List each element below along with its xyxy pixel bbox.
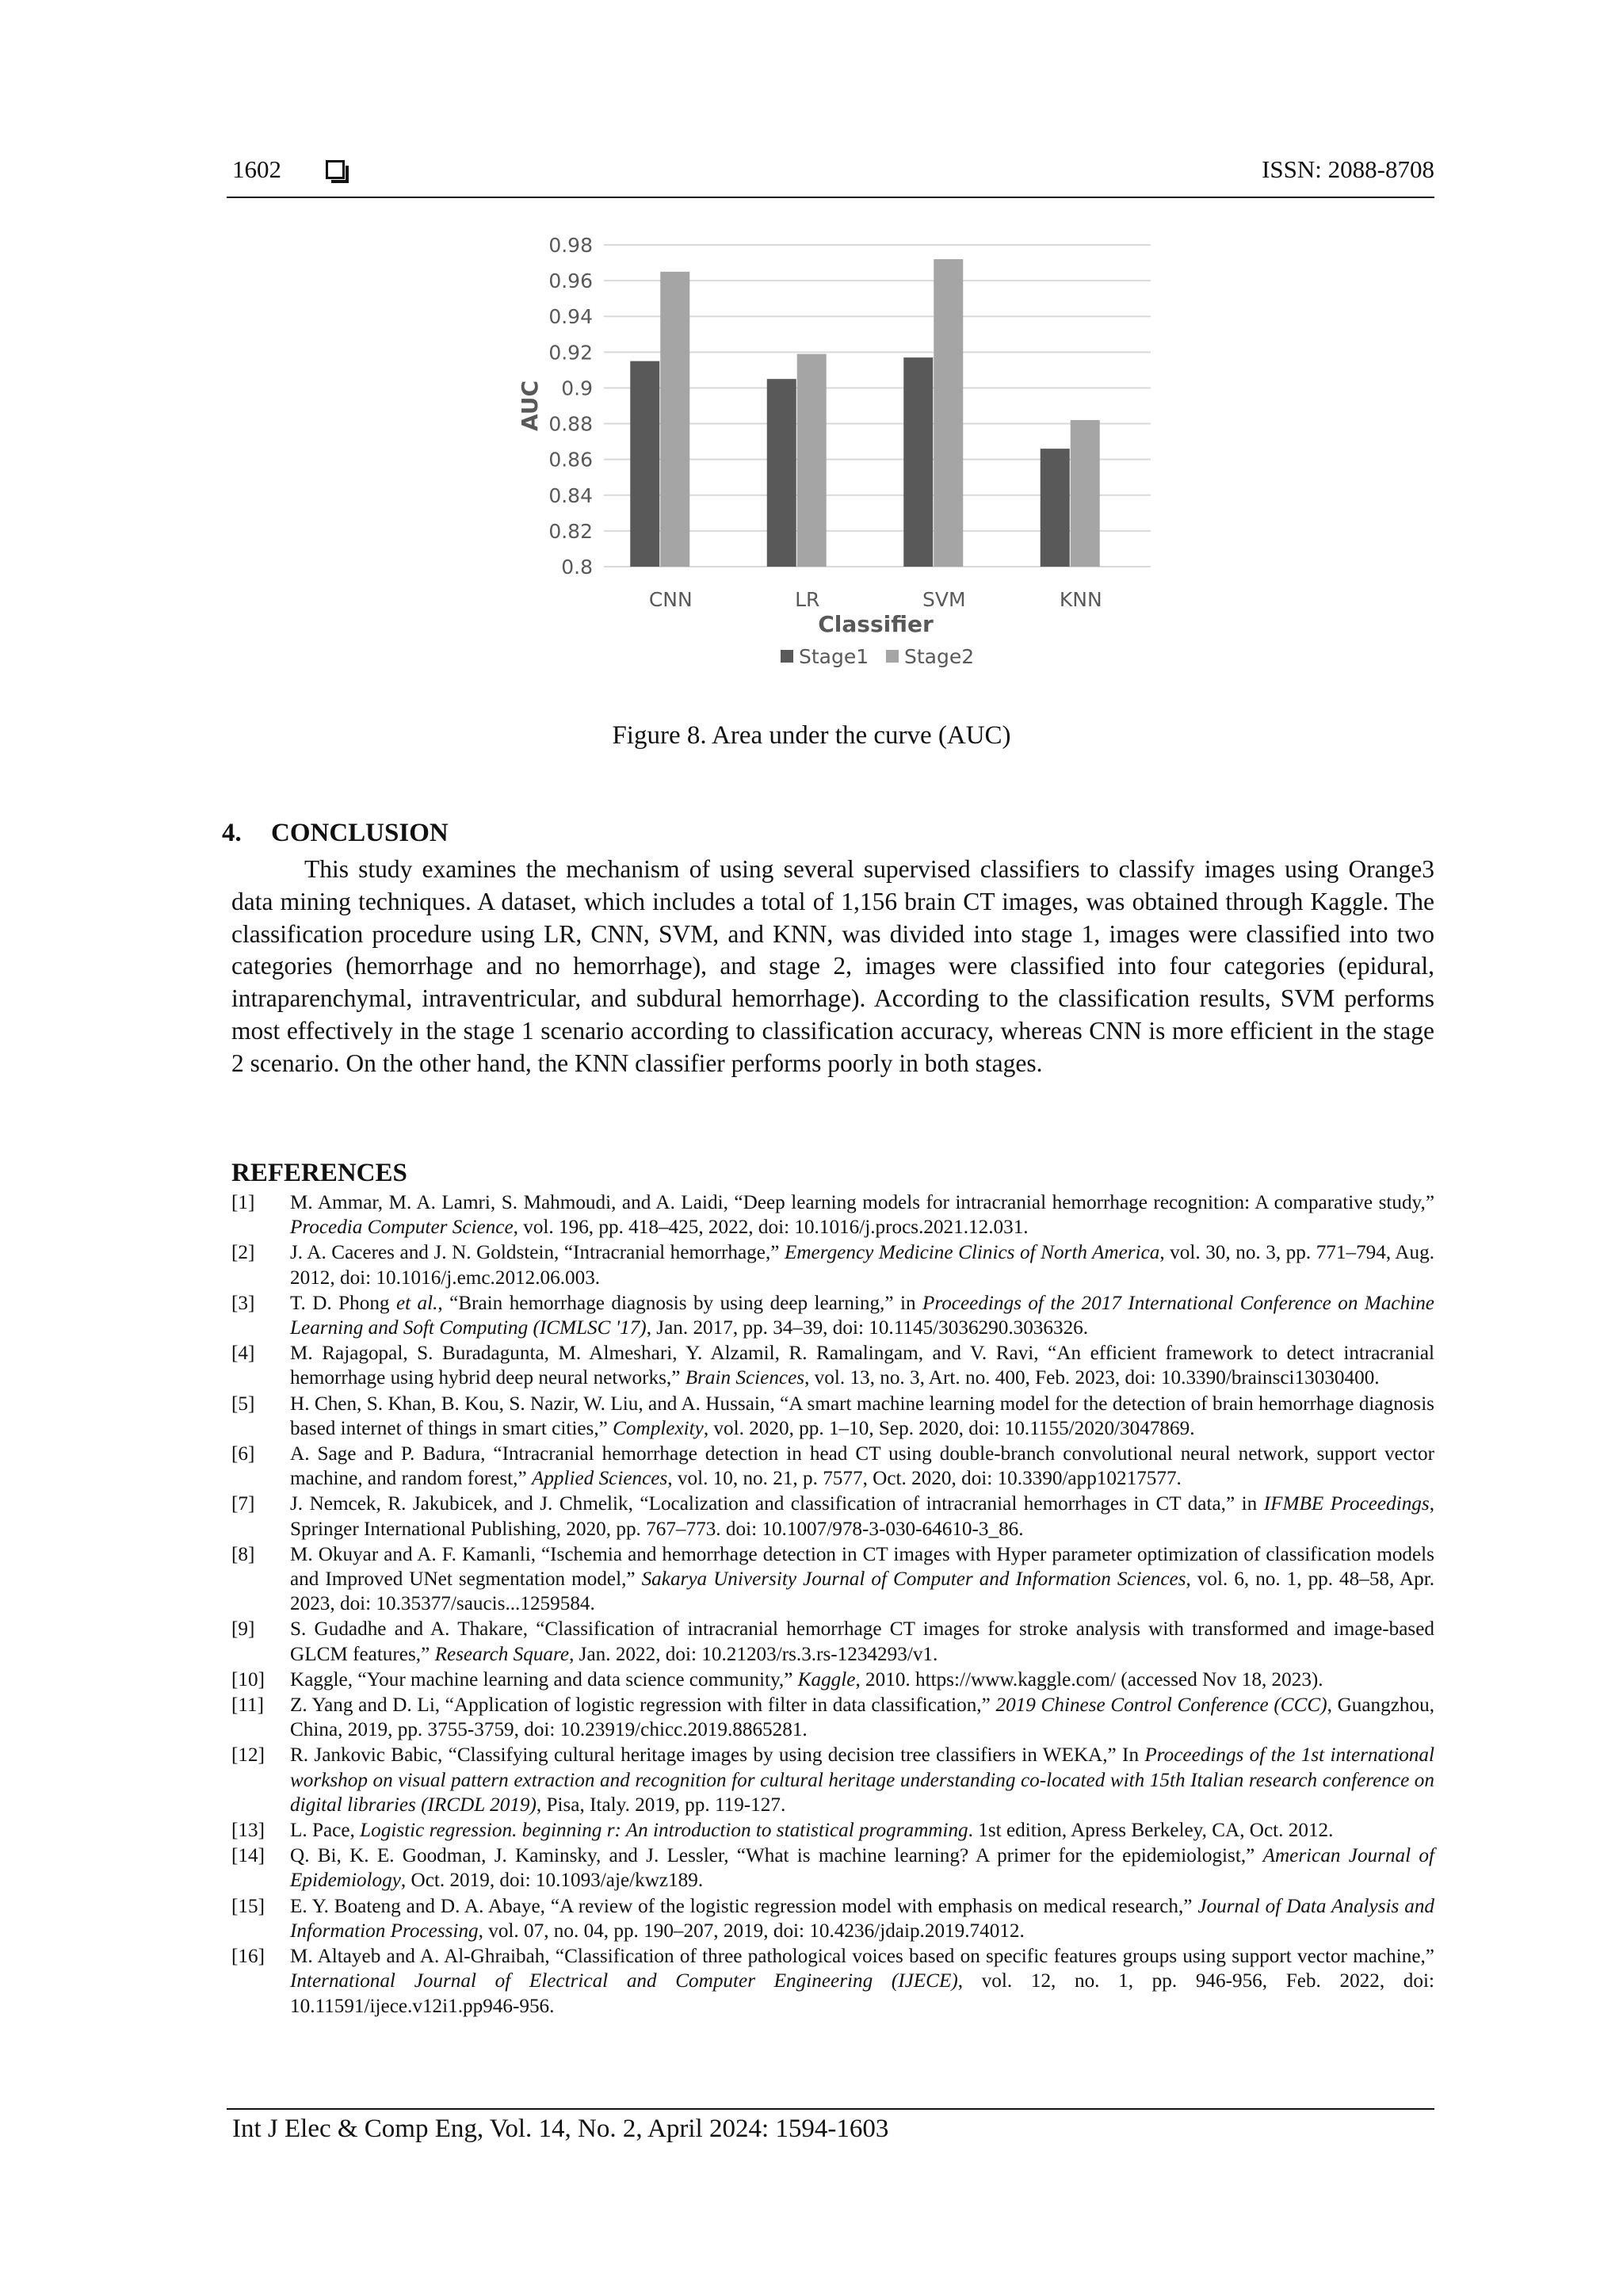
reference-text: H. Chen, S. Khan, B. Kou, S. Nazir, W. Liu, and A. Hussain, “A smart machine learning model for the detection of brain hemorrhage diagnosis based internet of things in smart cities,” xyxy=(290,1392,1434,1439)
bar-stage2-cnn xyxy=(660,272,689,567)
reference-text: , Guangzhou, China, 2019, pp. 3755-3759, doi: 10.23919/chicc.2019.8865281. xyxy=(290,1694,1434,1741)
reference-text: , Springer International Publishing, 2020, pp. 767–773. doi: 10.1007/978-3-030-64610-3_86. xyxy=(290,1493,1434,1540)
reference-source: Proceedings of the 2017 International Conference on Machine Learning and Soft Computing (ICMLSC '17) xyxy=(290,1292,1434,1339)
chart-svg xyxy=(507,226,1157,701)
reference-text: , vol. 2020, pp. 1–10, Sep. 2020, doi: 10.1155/2020/3047869. xyxy=(703,1417,1195,1439)
reference-text: , vol. 196, pp. 418–425, 2022, doi: 10.1016/j.procs.2021.12.031. xyxy=(513,1217,1029,1239)
reference-text: . 1st edition, Apress Berkeley, CA, Oct. 2012. xyxy=(968,1820,1334,1842)
reference-number: [5] xyxy=(231,1392,255,1415)
issn: ISSN: 2088-8708 xyxy=(1262,155,1434,183)
section-title: CONCLUSION xyxy=(271,819,449,847)
footer-rule xyxy=(227,2108,1434,2110)
legend-swatch xyxy=(781,650,793,663)
reference-text: M. Altayeb and A. Al-Ghraibah, “Classification of three pathological voices based on specific features groups using support vector machine,” xyxy=(290,1946,1434,1968)
figure-caption: Figure 8. Area under the curve (AUC) xyxy=(612,721,1011,750)
reference-text: , vol. 30, no. 3, pp. 771–794, Aug. 2012, doi: 10.1016/j.emc.2012.06.003. xyxy=(290,1242,1434,1289)
reference-text: J. A. Caceres and J. N. Goldstein, “Intracranial hemorrhage,” xyxy=(290,1242,785,1264)
reference-text: M. Okuyar and A. F. Kamanli, “Ischemia and hemorrhage detection in CT images with Hyper parameter optimization of classification models and Improved UNet segmentation model,” xyxy=(290,1543,1434,1591)
reference-source: Logistic regression. beginning r: An introduction to statistical programming xyxy=(360,1820,968,1842)
legend-label: Stage1 xyxy=(799,645,869,668)
reference-text: S. Gudadhe and A. Thakare, “Classification of intracranial hemorrhage CT images for stroke analysis with transformed and image-based GLCM features,” xyxy=(290,1618,1434,1665)
auc-bar-chart xyxy=(507,226,1157,701)
reference-item xyxy=(231,1693,1434,1742)
reference-text: M. Ammar, M. A. Lamri, S. Mahmoudi, and A. Laidi, “Deep learning models for intracranial hemorrhage recognition: A comparative study,” xyxy=(290,1192,1434,1213)
reference-item xyxy=(231,1341,1434,1390)
x-tick-label: SVM xyxy=(922,588,966,611)
page-number: 1602 xyxy=(232,155,281,183)
reference-source: Proceedings of the 1st international workshop on visual pattern extraction and recognition for cultural heritage understanding co-located with 15th Italian research conference on digital libraries (IRCDL 2019) xyxy=(290,1744,1434,1816)
y-tick-label: 0.9 xyxy=(561,376,593,400)
reference-text: A. Sage and P. Badura, “Intracranial hemorrhage detection in head CT using double-branch convolutional neural network, support vector machine, and random forest,” xyxy=(290,1443,1434,1490)
reference-text: R. Jankovic Babic, “Classifying cultural heritage images by using decision tree classifiers in WEKA,” In xyxy=(290,1744,1145,1767)
reference-number: [1] xyxy=(231,1192,255,1213)
bar-stage1-svm xyxy=(903,357,933,567)
reference-text: , Jan. 2022, doi: 10.21203/rs.3.rs-1234293/v1. xyxy=(569,1643,938,1665)
y-tick-label: 0.96 xyxy=(548,269,593,293)
reference-text: , vol. 10, no. 21, p. 7577, Oct. 2020, doi: 10.3390/app10217577. xyxy=(667,1468,1182,1490)
reference-number: [12] xyxy=(231,1744,265,1767)
reference-source: Procedia Computer Science xyxy=(290,1217,514,1239)
section-heading xyxy=(222,819,449,848)
reference-text: , Jan. 2017, pp. 34–39, doi: 10.1145/3036290.3036326. xyxy=(646,1317,1089,1339)
references-heading: REFERENCES xyxy=(231,1159,407,1187)
reference-number: [15] xyxy=(231,1895,265,1917)
legend-label: Stage2 xyxy=(904,645,975,668)
x-axis-title: Classifier xyxy=(818,611,934,637)
reference-number: [11] xyxy=(231,1694,265,1717)
reference-text: T. D. Phong xyxy=(290,1292,396,1314)
reference-item xyxy=(231,1894,1434,1943)
y-tick-label: 0.86 xyxy=(548,448,593,472)
y-tick-label: 0.98 xyxy=(548,234,593,257)
reference-item xyxy=(231,1492,1434,1541)
section-number: 4. xyxy=(222,819,242,847)
bar-stage1-lr xyxy=(767,379,796,567)
reference-text: Q. Bi, K. E. Goodman, J. Kaminsky, and J. Lessler, “What is machine learning? A primer for the epidemiologist,” xyxy=(290,1845,1263,1867)
reference-text: Kaggle, “Your machine learning and data science community,” xyxy=(290,1668,798,1690)
reference-source: 2019 Chinese Control Conference (CCC) xyxy=(995,1694,1327,1717)
reference-item xyxy=(231,1542,1434,1617)
reference-source: Journal of Data Analysis and Information Processing xyxy=(290,1895,1435,1942)
reference-item xyxy=(231,1617,1434,1666)
reference-text: , Pisa, Italy. 2019, pp. 119-127. xyxy=(536,1794,786,1816)
reference-number: [7] xyxy=(231,1493,255,1515)
legend-swatch xyxy=(886,650,899,663)
y-tick-label: 0.82 xyxy=(548,519,593,543)
reference-item xyxy=(231,1190,1434,1240)
reference-number: [16] xyxy=(231,1946,265,1968)
header-rule xyxy=(227,197,1434,198)
conclusion-paragraph: This study examines the mechanism of using several supervised classifiers to classify images using Orange3 data mining techniques. A dataset, which includes a total of 1,156 brain CT images, was obtained through Kaggle. The classification procedure using LR, CNN, SVM, and KNN, was divided into stage 1, images were classified into two categories (hemorrhage and no hemorrhage), and stage 2, images were classified into four categories (epidural, intraparenchymal, intraventricular, and subdural hemorrhage). According to the classification results, SVM performs most effectively in the stage 1 scenario according to classification accuracy, whereas CNN is more efficient in the stage 2 scenario. On the other hand, the KNN classifier performs poorly in both stages. xyxy=(231,855,1434,1077)
reference-text: , vol. 07, no. 04, pp. 190–207, 2019, doi: 10.4236/jdaip.2019.74012. xyxy=(478,1920,1025,1942)
reference-source: Applied Sciences xyxy=(531,1468,668,1490)
reference-source: Kaggle xyxy=(797,1668,856,1690)
reference-text: E. Y. Boateng and D. A. Abaye, “A review of the logistic regression model with emphasis on medical research,” xyxy=(290,1895,1198,1917)
reference-source: Sakarya University Journal of Computer and Information Sciences xyxy=(641,1568,1186,1591)
reference-item xyxy=(231,1668,1434,1692)
reference-number: [3] xyxy=(231,1292,255,1314)
bar-stage2-knn xyxy=(1071,420,1100,567)
y-axis-title: AUC xyxy=(517,380,543,432)
reference-number: [6] xyxy=(231,1443,255,1465)
reference-source: Brain Sciences xyxy=(685,1367,805,1389)
y-tick-label: 0.92 xyxy=(548,341,593,365)
reference-item xyxy=(231,1743,1434,1817)
x-tick-label: CNN xyxy=(648,588,693,611)
y-tick-label: 0.8 xyxy=(561,556,593,579)
reference-number: [10] xyxy=(231,1668,265,1690)
reference-text: Z. Yang and D. Li, “Application of logistic regression with filter in data classification,” xyxy=(290,1694,996,1717)
reference-text: M. Rajagopal, S. Buradagunta, M. Almeshari, Y. Alzamil, R. Ramalingam, and V. Ravi, “An efficient framework to detect intracranial hemorrhage using hybrid deep neural networks,” xyxy=(290,1343,1434,1389)
y-tick-label: 0.88 xyxy=(548,412,593,436)
reference-item xyxy=(231,1442,1434,1491)
reference-number: [2] xyxy=(231,1242,255,1264)
reference-text: , vol. 12, no. 1, pp. 946-956, Feb. 2022, doi: 10.11591/ijece.v12i1.pp946-956. xyxy=(290,1970,1434,2017)
reference-source: Emergency Medicine Clinics of North America xyxy=(784,1242,1160,1264)
reference-text: , Oct. 2019, doi: 10.1093/aje/kwz189. xyxy=(400,1870,704,1892)
reference-source: American Journal of Epidemiology xyxy=(290,1845,1434,1892)
bar-stage1-knn xyxy=(1041,449,1070,567)
bar-stage2-lr xyxy=(797,354,827,567)
reference-item xyxy=(231,1291,1434,1340)
reference-text: L. Pace, xyxy=(290,1820,361,1842)
reference-item xyxy=(231,1818,1434,1843)
y-tick-label: 0.84 xyxy=(548,483,593,507)
reference-text: , vol. 6, no. 1, pp. 48–58, Apr. 2023, doi: 10.35377/saucis...1259584. xyxy=(290,1568,1435,1615)
square-icon xyxy=(326,160,345,179)
reference-list xyxy=(231,1190,1434,2019)
reference-item xyxy=(231,1240,1434,1289)
reference-text: J. Nemcek, R. Jakubicek, and J. Chmelik, “Localization and classification of intracranial hemorrhages in CT data,” in xyxy=(290,1493,1264,1515)
reference-item xyxy=(231,1843,1434,1893)
reference-item xyxy=(231,1944,1434,2019)
reference-text: , 2010. https://www.kaggle.com/ (accessed Nov 18, 2023). xyxy=(855,1668,1323,1690)
reference-item xyxy=(231,1392,1434,1441)
reference-source: International Journal of Electrical and Computer Engineering (IJECE) xyxy=(290,1970,958,1992)
reference-source: Complexity xyxy=(613,1417,704,1439)
reference-text: , “Brain hemorrhage diagnosis by using deep learning,” in xyxy=(437,1292,922,1314)
y-tick-label: 0.94 xyxy=(548,305,593,329)
reference-number: [13] xyxy=(231,1820,265,1842)
reference-source: Research Square xyxy=(434,1643,570,1665)
bar-stage1-cnn xyxy=(630,361,659,567)
page-header xyxy=(232,152,1434,192)
reference-source: et al. xyxy=(395,1292,438,1314)
bar-stage2-svm xyxy=(934,259,963,567)
reference-text: , vol. 13, no. 3, Art. no. 400, Feb. 2023, doi: 10.3390/brainsci13030400. xyxy=(804,1367,1380,1389)
reference-number: [9] xyxy=(231,1618,255,1641)
x-tick-label: LR xyxy=(795,588,820,611)
reference-source: IFMBE Proceedings xyxy=(1263,1493,1430,1515)
reference-number: [4] xyxy=(231,1343,255,1365)
reference-number: [8] xyxy=(231,1543,255,1565)
reference-number: [14] xyxy=(231,1845,265,1867)
x-tick-label: KNN xyxy=(1059,588,1102,611)
page-footer: Int J Elec & Comp Eng, Vol. 14, No. 2, April 2024: 1594-1603 xyxy=(232,2115,889,2143)
